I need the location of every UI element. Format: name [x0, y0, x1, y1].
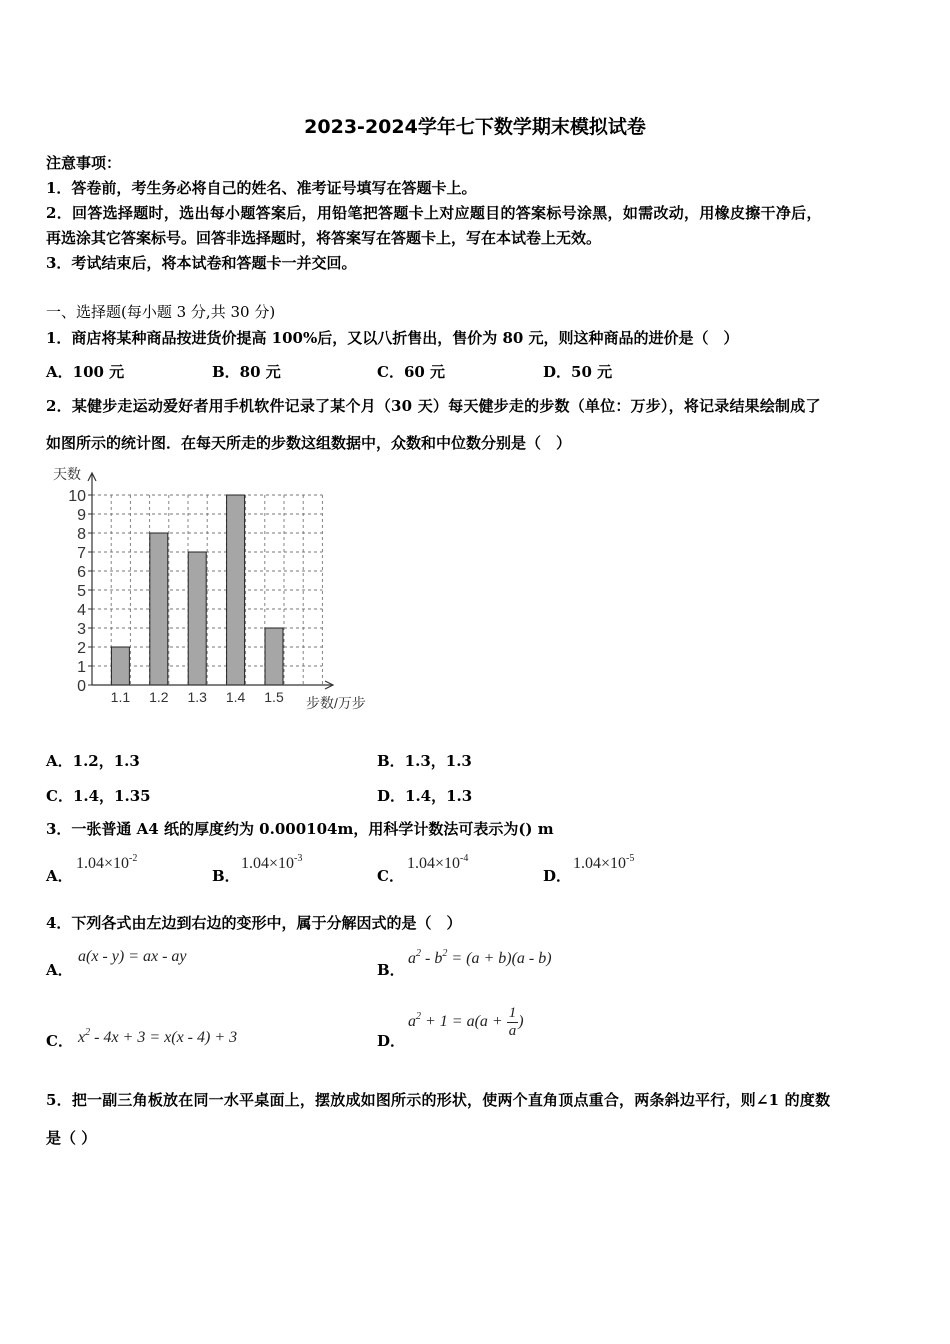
- q1-option-d: D．50 元: [543, 363, 613, 381]
- y-tick-label: 7: [77, 545, 86, 562]
- chart-x-axis-label: 步数/万步: [306, 695, 366, 711]
- chart-y-axis-label: 天数: [53, 466, 81, 482]
- q2-option-b: B．1.3，1.3: [377, 752, 472, 770]
- q3-stem: 3．一张普通 A4 纸的厚度约为 0.000104m，用科学计数法可表示为() m: [46, 820, 554, 838]
- chart-bars: [111, 495, 283, 685]
- q4-option-c-expr: $x^2 - 4x + 3 = x(x - 4) + 3$: [78, 1027, 238, 1046]
- q5-stem-line2: 是（ ）: [46, 1129, 97, 1147]
- page-title: 2023-2024学年七下数学期末模拟试卷: [304, 116, 646, 138]
- notice-item: 再选涂其它答案标号。回答非选择题时，将答案写在答题卡上，写在本试卷上无效。: [46, 229, 602, 247]
- q3-option-b-value: $1.04\times 10^{-3}$: [241, 853, 303, 872]
- chart-y-ticks: [68, 488, 92, 695]
- q4-option-d-expr: $a^2 + 1 = a(a$ + $\frac{1}{a}$ ): [408, 1005, 524, 1039]
- bar-1.3: [188, 552, 206, 685]
- notice-heading: 注意事项：: [46, 154, 122, 172]
- q3-option-b-label: B．: [212, 867, 240, 885]
- x-tick-label: 1.5: [264, 689, 284, 705]
- y-tick-label: 2: [77, 640, 86, 657]
- bar-1.2: [150, 533, 168, 685]
- q2-option-a: A．1.2，1.3: [46, 752, 140, 770]
- y-tick-label: 4: [77, 602, 86, 619]
- y-tick-label: 0: [77, 678, 86, 695]
- q2-stem-line2: 如图所示的统计图．在每天所走的步数这组数据中，众数和中位数分别是（ ）: [46, 434, 572, 452]
- q1-stem: 1．商店将某种商品按进货价提高 100%后，又以八折售出，售价为 80 元，则这种商品的进价是（ ）: [46, 329, 739, 347]
- x-tick-label: 1.2: [149, 689, 169, 705]
- x-tick-label: 1.4: [225, 689, 246, 705]
- q3-option-a-label: A．: [46, 867, 73, 885]
- q3-option-c-value: $1.04\times 10^{-4}$: [407, 853, 469, 872]
- q3-option-c-label: C．: [377, 867, 404, 885]
- bar-1.5: [265, 628, 283, 685]
- q4-option-a-expr: a(x - y) = ax - ay: [78, 948, 187, 965]
- bar-1.4: [227, 495, 245, 685]
- notice-item: 2．回答选择题时，选出每小题答案后，用铅笔把答题卡上对应题目的答案标号涂黑，如需改动，用橡皮擦干净后，: [46, 204, 822, 222]
- q1-option-a: A．100 元: [46, 363, 125, 381]
- q3-option-d-value: $1.04\times 10^{-5}$: [573, 853, 635, 872]
- q3-option-a-value: $1.04\times 10^{-2}$: [76, 853, 138, 872]
- y-tick-label: 9: [77, 507, 86, 524]
- notice-item: 3．考试结束后，将本试卷和答题卡一并交回。: [46, 254, 357, 272]
- chart-x-ticks: [111, 689, 284, 705]
- q5-stem-line1: 5．把一副三角板放在同一水平桌面上，摆放成如图所示的形状，使两个直角顶点重合，两条斜边平行，则∠1 的度数: [46, 1091, 831, 1109]
- bar-1.1: [111, 647, 129, 685]
- y-tick-label: 1: [77, 659, 86, 676]
- q2-stem-line1: 2．某健步走运动爱好者用手机软件记录了某个月（30 天）每天健步走的步数（单位：万步），将记录结果绘制成了: [46, 397, 821, 415]
- y-tick-label: 8: [77, 526, 86, 543]
- step-count-bar-chart: [40, 460, 390, 720]
- q2-option-d: D．1.4，1.3: [377, 787, 473, 805]
- notice-item: 1．答卷前，考生务必将自己的姓名、准考证号填写在答题卡上。: [46, 179, 477, 197]
- y-tick-label: 3: [77, 621, 86, 638]
- x-tick-label: 1.1: [110, 689, 131, 705]
- x-tick-label: 1.3: [187, 689, 207, 705]
- q1-option-b: B．80 元: [212, 363, 281, 381]
- q4-option-c-label: C．: [46, 1032, 73, 1050]
- q3-option-d-label: D．: [543, 867, 572, 885]
- y-tick-label: 5: [77, 583, 86, 600]
- q2-option-c: C．1.4，1.35: [46, 787, 151, 805]
- section-heading: 一、选择题(每小题 3 分,共 30 分): [46, 303, 276, 321]
- q4-option-a-label: A．: [46, 961, 73, 979]
- q4-option-b-label: B．: [377, 961, 405, 979]
- q4-stem: 4．下列各式由左边到右边的变形中，属于分解因式的是（ ）: [46, 914, 462, 932]
- q4-option-b-expr: $a^2 - b^2 = (a + b)(a - b)$: [408, 948, 552, 967]
- q1-option-c: C．60 元: [377, 363, 446, 381]
- q4-option-d-label: D．: [377, 1032, 406, 1050]
- y-tick-label: 6: [77, 564, 86, 581]
- y-tick-label: 10: [68, 488, 86, 505]
